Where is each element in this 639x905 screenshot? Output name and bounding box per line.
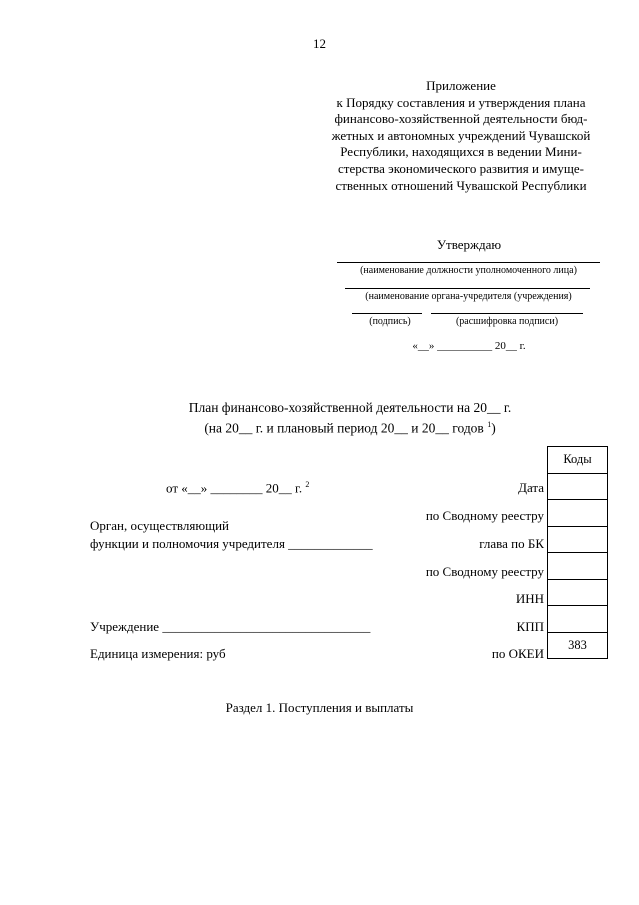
- code-label-registry: по Сводному реестру: [425, 508, 544, 523]
- plan-date-text: от «__» ________ 20__ г.: [166, 480, 306, 496]
- code-cell-date: [548, 473, 608, 500]
- plan-date: [166, 480, 309, 496]
- code-cell-registry-2: [548, 553, 608, 580]
- code-label-date: Дата: [518, 480, 544, 495]
- plan-title-line2-text: (на 20__ г. и плановый период 20__ и 20__ годов: [204, 420, 488, 436]
- code-cell-bk-head: [548, 526, 608, 553]
- codes-table: [547, 446, 608, 659]
- signature-caption: (подпись): [369, 316, 411, 327]
- codes-header: Коды: [548, 447, 608, 474]
- appendix-line: к Порядку составления и утверждения плана: [336, 94, 586, 110]
- plan-title-line2: [100, 416, 600, 437]
- organ-line: [345, 288, 590, 289]
- footnote-1: 1: [487, 420, 492, 429]
- organ-caption: (наименование органа-учредителя (учреждения): [365, 291, 572, 302]
- section-title: Раздел 1. Поступления и выплаты: [225, 700, 414, 715]
- institution-field: Учреждение ________________________________: [90, 619, 371, 634]
- plan-title: [100, 399, 600, 437]
- appendix-line: стерства экономического развития и имуще-: [338, 160, 584, 176]
- appendix-header: [300, 78, 622, 194]
- code-label-okei: по ОКЕИ: [491, 646, 544, 661]
- code-cell-registry: [548, 500, 608, 527]
- code-label-kpp: КПП: [516, 619, 544, 634]
- appendix-line: жетных и автономных учреждений Чувашской: [331, 127, 591, 143]
- appendix-line: ственных отношений Чувашской Республики: [335, 177, 587, 193]
- code-label-inn: ИНН: [515, 591, 544, 606]
- signature-line: [352, 313, 422, 314]
- decoding-caption: (расшифровка подписи): [455, 316, 559, 327]
- position-caption: (наименование должности уполномоченного лица): [360, 265, 577, 276]
- plan-title-line1: План финансово-хозяйственной деятельности на 20__ г.: [188, 400, 512, 415]
- organ-label-line2: функции и полномочия учредителя _____________: [90, 536, 373, 551]
- code-cell-inn: [548, 579, 608, 606]
- page-number: 12: [313, 36, 326, 51]
- approval-date: «__» __________ 20__ г.: [412, 340, 526, 352]
- code-label-bk-head: глава по БК: [479, 536, 544, 551]
- position-line: [337, 262, 600, 263]
- footnote-2: 2: [305, 480, 310, 489]
- appendix-line: финансово-хозяйственной деятельности бюд-: [334, 111, 588, 127]
- appendix-line: Приложение: [426, 78, 496, 93]
- organ-label-line1: Орган, осуществляющий: [90, 518, 229, 533]
- unit-field: Единица измерения: руб: [90, 646, 226, 661]
- code-cell-kpp: [548, 606, 608, 633]
- decoding-line: [431, 313, 583, 314]
- code-cell-okei: 383: [548, 632, 608, 659]
- approval-title: Утверждаю: [436, 237, 502, 252]
- appendix-line: Республики, находящихся в ведении Мини-: [340, 144, 582, 160]
- code-label-registry-2: по Сводному реестру: [425, 564, 544, 579]
- plan-title-line2-end: ): [491, 420, 496, 436]
